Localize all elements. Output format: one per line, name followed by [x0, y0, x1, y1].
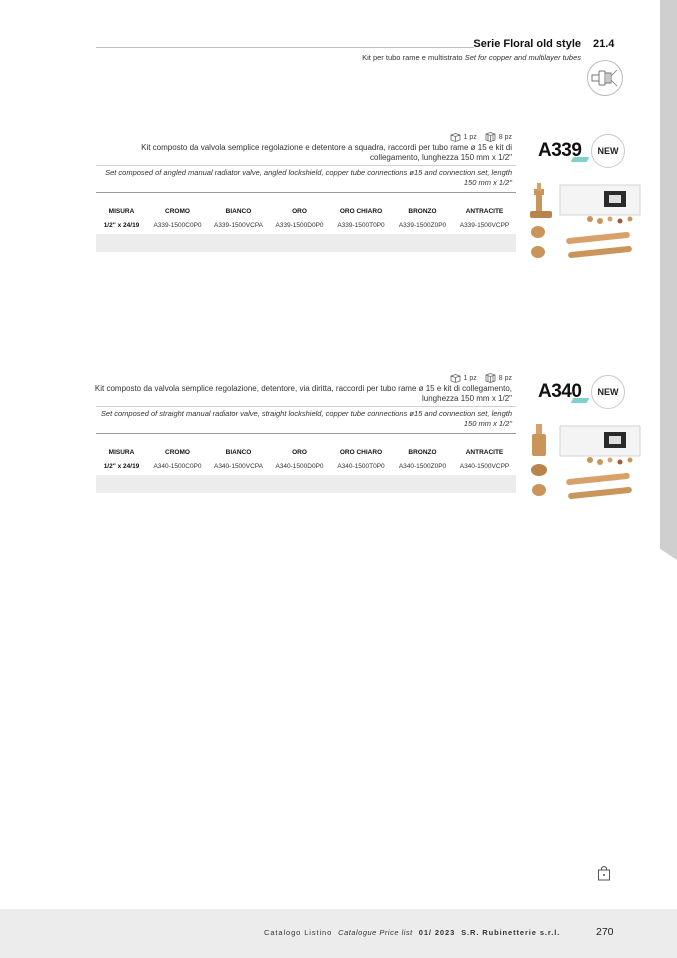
code-cell: A339-1500T0P0 — [337, 222, 385, 229]
footer-edition: 01/ 2023 — [418, 928, 456, 937]
pack-box — [485, 132, 512, 142]
column-header: ANTRACITE — [465, 449, 504, 456]
shopping-bag-icon[interactable] — [597, 865, 611, 881]
product-a339 — [96, 132, 646, 272]
new-badge: NEW — [591, 375, 625, 409]
column-header: CROMO — [165, 449, 190, 456]
product-code: A339 — [538, 140, 582, 161]
footer-text — [264, 928, 560, 937]
pack-box — [485, 373, 512, 383]
code-cell: A339-1500VCPP — [459, 222, 510, 229]
table-footer-band — [96, 234, 516, 252]
column-header: MISURA — [108, 208, 135, 215]
series-subtitle — [362, 53, 581, 62]
code-cell: A339-1500C0P0 — [153, 222, 202, 229]
pack-single-label: 1 pz — [463, 133, 477, 141]
product-code: A340 — [538, 381, 582, 402]
code-cell: A339-1500VCPA — [213, 222, 264, 229]
code-cell: A340-1500T0P0 — [337, 463, 385, 470]
code-cell: A340-1500VCPA — [213, 463, 264, 470]
pipe-fitting-icon — [587, 60, 623, 96]
subtitle-en: Set for copper and multilayer tubes — [464, 53, 581, 62]
code-table — [96, 204, 516, 232]
table-rule — [96, 192, 516, 193]
footer-catalogue: Catalogue Price list — [338, 928, 413, 937]
footer-catalogo: Catalogo Listino — [264, 928, 333, 937]
description-en: Set composed of straight manual radiator valve, straight lockshield, copper tube connections ø15 and connection set, length 150 mm x 1/2" — [100, 409, 512, 428]
description-it: Kit composto da valvola semplice regolazione e detentore a squadra, raccordi per tubo rame ø 15 e kit di collegamento, lunghezza 150 mm x 1/2" — [141, 143, 512, 162]
table-row — [96, 219, 516, 232]
column-header: BRONZO — [408, 208, 437, 215]
page-number: 270 — [596, 926, 614, 938]
series-title: Serie Floral old style — [473, 38, 581, 50]
pack-box-label: 8 pz — [498, 133, 512, 141]
footer-company: S.R. Rubinetterie s.r.l. — [461, 928, 561, 937]
code-cell: A340-1500Z0P0 — [398, 463, 447, 470]
code-cell: A339-1500D0P0 — [275, 222, 324, 229]
product-image — [526, 418, 644, 508]
column-header: BIANCO — [225, 208, 252, 215]
box-pack-icon — [485, 132, 496, 142]
description-it: Kit composto da valvola semplice regolazione, detentore, via diritta, raccordi per tubo rame ø 15 e kit di collegamento, lunghezza 150 mm x 1/2" — [94, 384, 512, 403]
column-header: ORO — [292, 208, 307, 215]
pack-single — [450, 133, 477, 142]
column-header: ORO — [292, 449, 307, 456]
new-badge: NEW — [591, 134, 625, 168]
table-row — [96, 460, 516, 473]
pack-info — [450, 373, 512, 383]
column-header: CROMO — [165, 208, 190, 215]
section-number: 21.4 — [593, 38, 615, 50]
column-header: BIANCO — [225, 449, 252, 456]
table-header-row — [96, 204, 516, 219]
side-tab — [660, 0, 677, 560]
product-a340 — [96, 373, 646, 513]
column-header: ANTRACITE — [465, 208, 504, 215]
description-rule — [96, 165, 516, 166]
code-cell: A340-1500C0P0 — [153, 463, 202, 470]
column-header: ORO CHIARO — [339, 449, 383, 456]
description-rule — [96, 406, 516, 407]
header-rule — [96, 47, 474, 48]
column-header: MISURA — [108, 449, 135, 456]
table-header-row — [96, 445, 516, 460]
pack-box-label: 8 pz — [498, 374, 512, 382]
box-pack-icon — [485, 373, 496, 383]
code-cell: A340-1500D0P0 — [275, 463, 324, 470]
subtitle-it: Kit per tubo rame e multistrato — [362, 53, 463, 62]
size-cell: 1/2" x 24/19 — [103, 222, 140, 229]
code-cell: A340-1500VCPP — [459, 463, 510, 470]
code-table — [96, 445, 516, 473]
product-image — [526, 177, 644, 267]
column-header: BRONZO — [408, 449, 437, 456]
column-header: ORO CHIARO — [339, 208, 383, 215]
description-en: Set composed of angled manual radiator valve, angled lockshield, copper tube connections ø15 and connection set, length 150 mm x 1/2" — [105, 168, 512, 187]
table-footer-band — [96, 475, 516, 493]
pack-single — [450, 374, 477, 383]
pack-info — [450, 132, 512, 142]
pack-single-label: 1 pz — [463, 374, 477, 382]
single-pack-icon — [450, 133, 461, 142]
single-pack-icon — [450, 374, 461, 383]
table-rule — [96, 433, 516, 434]
size-cell: 1/2" x 24/19 — [103, 463, 140, 470]
code-cell: A339-1500Z0P0 — [398, 222, 447, 229]
footer — [0, 909, 677, 958]
